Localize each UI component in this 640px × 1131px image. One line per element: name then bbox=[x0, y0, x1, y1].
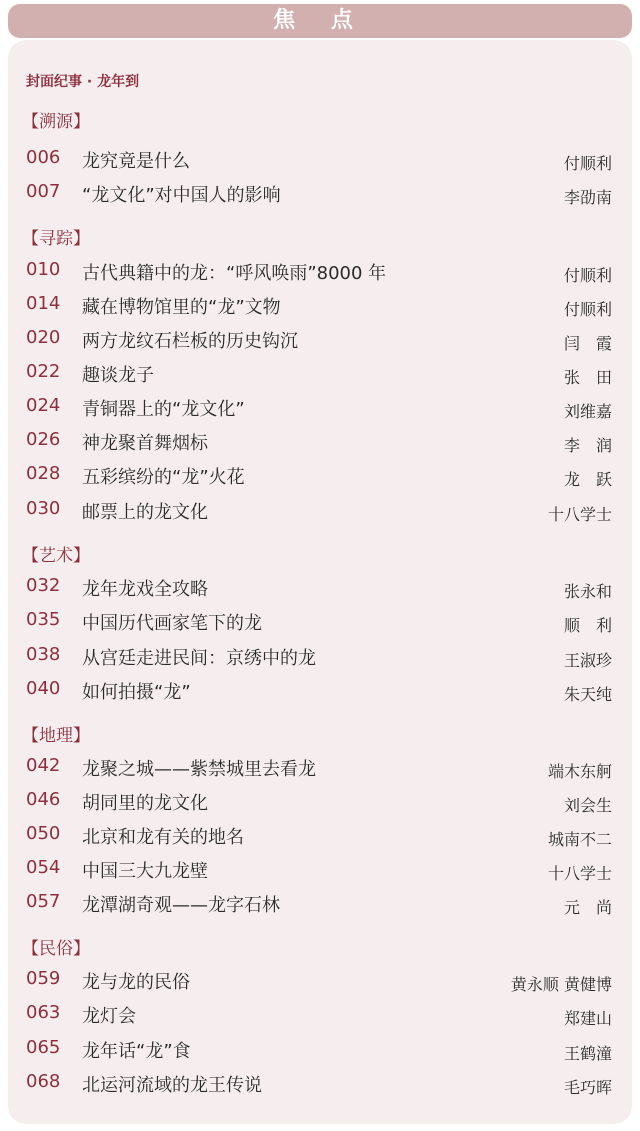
toc-entry[interactable] bbox=[26, 855, 612, 883]
article-title: 邮票上的龙文化 bbox=[82, 502, 208, 523]
toc-entry[interactable] bbox=[26, 496, 612, 524]
toc-entry[interactable] bbox=[26, 359, 612, 387]
page-number: 006 bbox=[26, 147, 61, 168]
toc-entry[interactable] bbox=[26, 753, 612, 781]
article-author: 付顺利 bbox=[563, 300, 612, 319]
page-number: 050 bbox=[26, 823, 61, 844]
article-title: 从宫廷走进民间：京绣中的龙 bbox=[82, 648, 316, 669]
article-author: 付顺利 bbox=[563, 266, 612, 285]
article-author: 顺 利 bbox=[563, 616, 612, 635]
article-author: 端木东舸 bbox=[547, 762, 612, 781]
article-author: 李 润 bbox=[563, 436, 612, 455]
page-number: 032 bbox=[26, 575, 61, 596]
toc-entry[interactable] bbox=[26, 393, 612, 421]
section-subtitle: 封面纪事 · 龙年到 bbox=[26, 74, 140, 90]
toc-entry[interactable] bbox=[26, 291, 612, 319]
toc-entry[interactable] bbox=[26, 179, 612, 207]
article-title: 中国历代画家笔下的龙 bbox=[82, 613, 262, 634]
page-number: 020 bbox=[26, 327, 61, 348]
article-author: 付顺利 bbox=[563, 154, 612, 173]
article-title: “龙文化”对中国人的影响 bbox=[82, 185, 281, 206]
page-number: 010 bbox=[26, 259, 61, 280]
page-number: 035 bbox=[26, 609, 61, 630]
toc-entry[interactable] bbox=[26, 966, 612, 994]
article-title: 龙聚之城——紫禁城里去看龙 bbox=[82, 759, 316, 780]
section-heading: 【民俗】 bbox=[22, 939, 90, 959]
section-heading: 【地理】 bbox=[22, 726, 90, 746]
page-number: 022 bbox=[26, 361, 61, 382]
article-title: 两方龙纹石栏板的历史钩沉 bbox=[82, 331, 298, 352]
article-title: 龙与龙的民俗 bbox=[82, 972, 190, 993]
toc-entry[interactable] bbox=[26, 145, 612, 173]
article-author: 朱天纯 bbox=[563, 685, 612, 704]
article-author: 十八学士 bbox=[547, 505, 612, 524]
article-title: 龙究竟是什么 bbox=[82, 151, 190, 172]
toc-entry[interactable] bbox=[26, 1069, 612, 1097]
article-title: 龙潭湖奇观——龙字石林 bbox=[82, 895, 280, 916]
toc-entry[interactable] bbox=[26, 257, 612, 285]
toc-entry[interactable] bbox=[26, 787, 612, 815]
article-title: 北运河流域的龙王传说 bbox=[82, 1075, 262, 1096]
article-author: 王淑珍 bbox=[563, 651, 612, 670]
toc-entry[interactable] bbox=[26, 1035, 612, 1063]
article-author: 十八学士 bbox=[547, 864, 612, 883]
page-number: 063 bbox=[26, 1002, 61, 1023]
page-number: 028 bbox=[26, 463, 61, 484]
article-author: 黄永顺 黄健博 bbox=[510, 975, 612, 994]
page-number: 026 bbox=[26, 429, 61, 450]
article-title: 中国三大九龙壁 bbox=[82, 861, 208, 882]
article-title: 神龙聚首舞烟标 bbox=[82, 433, 208, 454]
page-number: 054 bbox=[26, 857, 61, 878]
header-bar bbox=[8, 4, 632, 38]
article-author: 李劭南 bbox=[563, 188, 612, 207]
page-number: 038 bbox=[26, 644, 61, 665]
toc-entry[interactable] bbox=[26, 573, 612, 601]
page-number: 040 bbox=[26, 678, 61, 699]
section-heading: 【寻踪】 bbox=[22, 229, 90, 249]
toc-entry[interactable] bbox=[26, 427, 612, 455]
page-number: 007 bbox=[26, 181, 61, 202]
page-number: 059 bbox=[26, 968, 61, 989]
article-author: 毛巧晖 bbox=[563, 1078, 612, 1097]
article-title: 龙年话“龙”食 bbox=[82, 1041, 191, 1062]
article-title: 胡同里的龙文化 bbox=[82, 793, 208, 814]
article-title: 龙年龙戏全攻略 bbox=[82, 579, 208, 600]
page-number: 024 bbox=[26, 395, 61, 416]
article-title: 龙灯会 bbox=[82, 1006, 136, 1027]
page-number: 030 bbox=[26, 498, 61, 519]
article-title: 藏在博物馆里的“龙”文物 bbox=[82, 297, 281, 318]
page-number: 014 bbox=[26, 293, 61, 314]
article-author: 闫 霞 bbox=[563, 334, 612, 353]
article-title: 古代典籍中的龙：“呼风唤雨”8000 年 bbox=[82, 263, 387, 284]
toc-entry[interactable] bbox=[26, 1000, 612, 1028]
article-author: 城南不二 bbox=[547, 830, 612, 849]
page-number: 046 bbox=[26, 789, 61, 810]
article-author: 元 尚 bbox=[563, 898, 612, 917]
section-heading: 【溯源】 bbox=[22, 112, 90, 132]
toc-entry[interactable] bbox=[26, 461, 612, 489]
article-author: 郑建山 bbox=[563, 1009, 612, 1028]
page-number: 042 bbox=[26, 755, 61, 776]
article-author: 王鹤潼 bbox=[563, 1044, 612, 1063]
toc-entry[interactable] bbox=[26, 889, 612, 917]
page-number: 065 bbox=[26, 1037, 61, 1058]
toc-entry[interactable] bbox=[26, 821, 612, 849]
toc-entry[interactable] bbox=[26, 642, 612, 670]
page-title: 焦 点 bbox=[273, 8, 367, 33]
page-number: 057 bbox=[26, 891, 61, 912]
section-heading: 【艺术】 bbox=[22, 546, 90, 566]
article-title: 青铜器上的“龙文化” bbox=[82, 399, 245, 420]
article-title: 如何拍摄“龙” bbox=[82, 682, 191, 703]
article-title: 趣谈龙子 bbox=[82, 365, 154, 386]
toc-entry[interactable] bbox=[26, 325, 612, 353]
article-author: 张永和 bbox=[563, 582, 612, 601]
article-author: 刘会生 bbox=[563, 796, 612, 815]
article-author: 刘维嘉 bbox=[563, 402, 612, 421]
page-number: 068 bbox=[26, 1071, 61, 1092]
article-author: 龙 跃 bbox=[563, 470, 612, 489]
article-author: 张 田 bbox=[563, 368, 612, 387]
article-title: 五彩缤纷的“龙”火花 bbox=[82, 467, 245, 488]
toc-entry[interactable] bbox=[26, 676, 612, 704]
toc-entry[interactable] bbox=[26, 607, 612, 635]
article-title: 北京和龙有关的地名 bbox=[82, 827, 244, 848]
